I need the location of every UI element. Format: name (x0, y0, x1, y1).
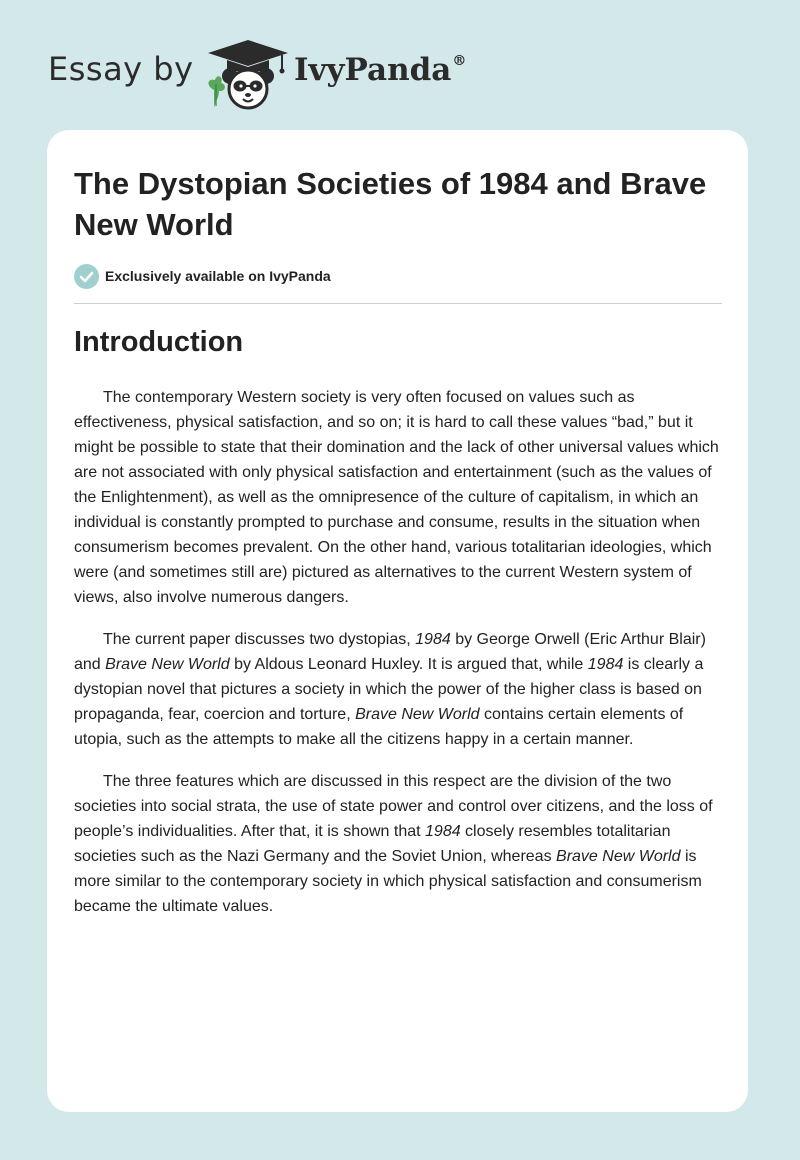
text-run: The contemporary Western society is very often focused on values such as effectiveness, physical satisfaction, and so on; it is hard to call these values “bad,” but it might be possible to state that their domination and the lack of other universal values which are not associated with only physical satisfaction and entertainment (such as the values of the Enlightenment), as well as the omnipresence of the culture of capitalism, in which an individual is constantly prompted to purchase and consume, results in the situation when consumerism becomes prevalent. On the other hand, various totalitarian ideologies, which were (and sometimes still are) pictured as alternatives to the current Western system of views, also involve numerous dangers. (74, 389, 719, 606)
italic-title: 1984 (587, 656, 624, 673)
text-run: closely resembles totalitarian societies such as the Nazi Germany and the Soviet Union, whereas (74, 823, 671, 865)
brand-prefix: Essay by (48, 50, 194, 88)
paragraph (74, 769, 724, 919)
paragraph (74, 627, 724, 752)
exclusive-badge (74, 263, 331, 289)
text-run: is more similar to the contemporary society in which physical satisfaction and consumerism became the ultimate values. (74, 848, 702, 915)
text-run: contains certain elements of utopia, such as the attempts to make all the citizens happy in a certain manner. (74, 706, 684, 748)
paragraph (74, 385, 724, 610)
essay-body (74, 385, 724, 936)
text-run: The current paper discusses two dystopias, (103, 631, 416, 648)
title-divider (74, 303, 722, 304)
text-run: by George Orwell (Eric Arthur Blair) and (74, 631, 706, 673)
italic-title: 1984 (425, 823, 461, 840)
text-run: is clearly a dystopian novel that pictures a society in which the power of the higher class is based on propaganda, fear, coercion and torture, (74, 656, 704, 723)
site-header (48, 36, 468, 110)
essay-title: The Dystopian Societies of 1984 and Brave New World (74, 166, 707, 242)
section-heading-introduction: Introduction (74, 326, 244, 358)
exclusive-badge-label: Exclusively available on IvyPanda (105, 268, 331, 284)
italic-title: Brave New World (105, 656, 230, 673)
essay-card (47, 130, 748, 1112)
text-run: The three features which are discussed in this respect are the division of the two societies into social strata, the use of state power and control over citizens, and the loss of people’s individualities. After that, it is shown that (74, 773, 713, 840)
brand-name: IvyPanda® (294, 52, 467, 88)
check-circle-icon (74, 264, 99, 289)
italic-title: Brave New World (355, 706, 480, 723)
text-run: by Aldous Leonard Huxley. It is argued that, while (229, 656, 588, 673)
italic-title: 1984 (415, 631, 451, 648)
italic-title: Brave New World (556, 848, 681, 865)
panda-logo-icon (200, 36, 296, 110)
